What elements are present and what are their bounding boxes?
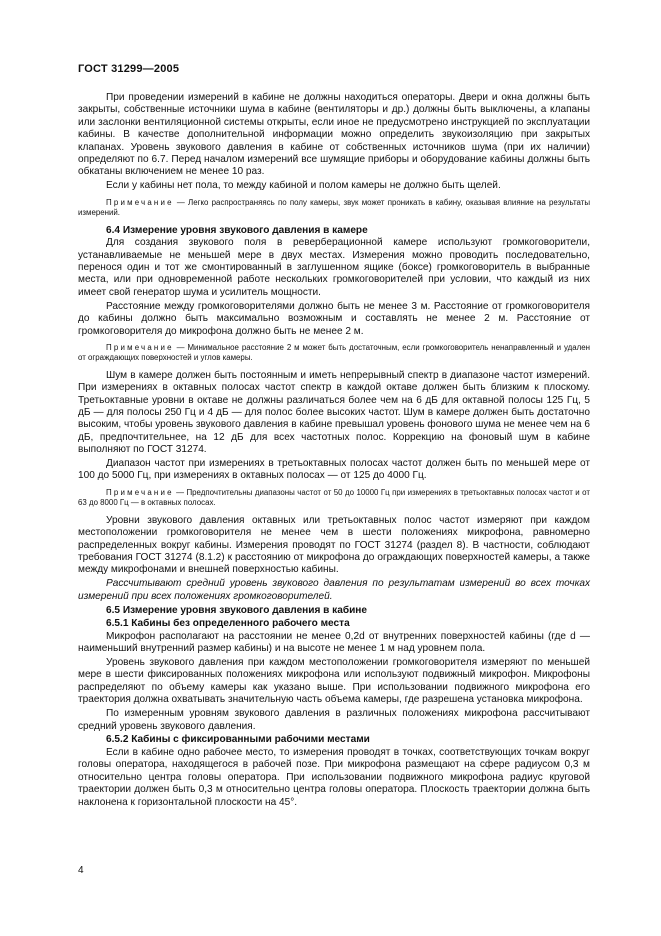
paragraph: Если в кабине одно рабочее место, то измерения проводят в точках, соответствующих точкам вокруг головы оператора, находящегося в рабочей позе. При микрофона размещают на сфере радиусом 0,3 м относительно центра головы оператора. При использовании подвижного микрофона радиус круговой траектории должен быть 0,3 м относительно центра головы оператора. Плоскость траектории должна быть наклонена к горизонтальной плоскости на 45°.: [78, 747, 590, 808]
paragraph: Для создания звукового поля в реверберационной камере используют громкоговорители, устанавливаемые не меньшей мере в двух местах. Измерения можно проводить последовательно, перенося один и тот же смонтированный в заглушенном ящике (боксе) громкоговоритель в выбранные места, или при одновременной работе нескольких громкоговорителей при условии, что каждый из них имеет свой генератор шума и усилитель мощности.: [78, 237, 590, 298]
section-heading: 6.4 Измерение уровня звукового давления в камере: [106, 224, 368, 236]
note-text: — Предпочтительны диапазоны частот от 50 до 10000 Гц при измерениях в третьоктавных полосах частот и от 63 до 8000 Гц — в октавных полосах.: [78, 487, 590, 508]
paragraph: Если у кабины нет пола, то между кабиной и полом камеры не должно быть щелей.: [106, 180, 501, 192]
note-text: — Минимальное расстояние 2 м может быть достаточным, если громкоговоритель ненаправленный и удален от ограждающих поверхностей и углов камеры.: [78, 342, 590, 363]
note: [78, 488, 590, 509]
paragraph: Расстояние между громкоговорителями должно быть не менее 3 м. Расстояние от громкоговорителя до кабины должно быть максимально возможным и составлять не менее 2 м. Расстояние от громкоговорителя до микрофона должно быть не менее 2 м.: [78, 300, 590, 337]
note-label: Примечание: [106, 487, 174, 497]
note-text: — Легко распространяясь по полу камеры, звук может проникать в кабину, оказывая влияние на результаты измерений.: [78, 197, 590, 218]
subsection-heading: 6.5.1 Кабины без определенного рабочего места: [106, 618, 350, 630]
paragraph: Шум в камере должен быть постоянным и иметь непрерывный спектр в диапазоне частот измерений. При измерениях в октавных полосах частот спектр в каждой октаве должен быть близким к плоскому. Третьоктавные уровни в октаве не должны различаться более чем на 6 дБ для октавной полосы 125 Гц, 5 дБ — для полосы 250 Гц и 4 дБ — для полос более высоких частот. Шум в камере должен быть достаточно высоким, чтобы уровень звукового давления в кабине превышал уровень фонового шума не менее чем на 6 дБ, предпочтительнее, на 12 дБ для всех частотных полос. Коррекцию на фоновый шум в кабине выполняют по ГОСТ 31274.: [78, 369, 591, 456]
paragraph: При проведении измерений в кабине не должны находиться операторы. Двери и окна должны быть закрыты, собственные источники шума в кабине (вентиляторы и др.) должны быть выключены, а клапаны или заслонки вентиляционной системы открыты, если иное не предусмотрено инструкцией по эксплуатации кабины. В качестве дополнительной информации можно определить звукоизоляцию при закрытых клапанах. Уровень звукового давления в кабине от собственных источников шума (при их наличии) определяют по 6.7. Перед началом измерений все шумящие приборы и оборудование кабины должны быть обкатаны включением не менее 10 раз.: [78, 92, 590, 178]
document-body: [78, 92, 590, 811]
note-label: Примечание: [106, 342, 174, 352]
document-header: ГОСТ 31299—2005: [78, 63, 180, 75]
note-label: Примечание: [106, 197, 174, 207]
paragraph: Микрофон располагают на расстоянии не менее 0,2d от внутренних поверхностей кабины (где d — наименьший внутренний размер кабины) и на высоте не менее 1 м над уровнем пола.: [78, 630, 590, 655]
paragraph: Уровень звукового давления при каждом местоположении громкоговорителя измеряют по меньшей мере в шести фиксированных положениях микрофона или используют подвижный микрофон. Микрофоны распределяют по объему камеры как указано выше. При использовании подвижного микрофона его траектория должна охватывать значительную часть объема камеры, где разрешена установка микрофона.: [78, 657, 590, 706]
subsection-heading: 6.5.2 Кабины с фиксированными рабочими местами: [106, 734, 370, 746]
note: [78, 343, 590, 364]
paragraph: Уровни звукового давления октавных или третьоктавных полос частот измеряют при каждом местоположении громкоговорителя не менее чем в шести положениях микрофона, равномерно распределенных вокруг кабины. Измерения проводят по ГОСТ 31274 (раздел 8). В частности, соблюдают требования ГОСТ 31274 (8.1.2) к расстоянию от микрофона до ограждающих поверхностей камеры, а также между микрофонами и внешней поверхностью кабины.: [78, 514, 590, 576]
paragraph: Диапазон частот при измерениях в третьоктавных полосах частот должен быть по меньшей мере от 100 до 5000 Гц, при измерениях в октавных полосах — от 125 до 4000 Гц.: [78, 458, 590, 482]
note: [78, 198, 590, 219]
section-heading: 6.5 Измерение уровня звукового давления в кабине: [106, 604, 367, 616]
paragraph: Рассчитывают средний уровень звукового давления по результатам измерений во всех точках измерений при всех положениях громкоговорителей.: [78, 578, 590, 602]
page-number: 4: [78, 865, 84, 876]
paragraph: По измеренным уровням звукового давления в различных положениях микрофона рассчитывают средний уровень звукового давления.: [78, 708, 590, 732]
